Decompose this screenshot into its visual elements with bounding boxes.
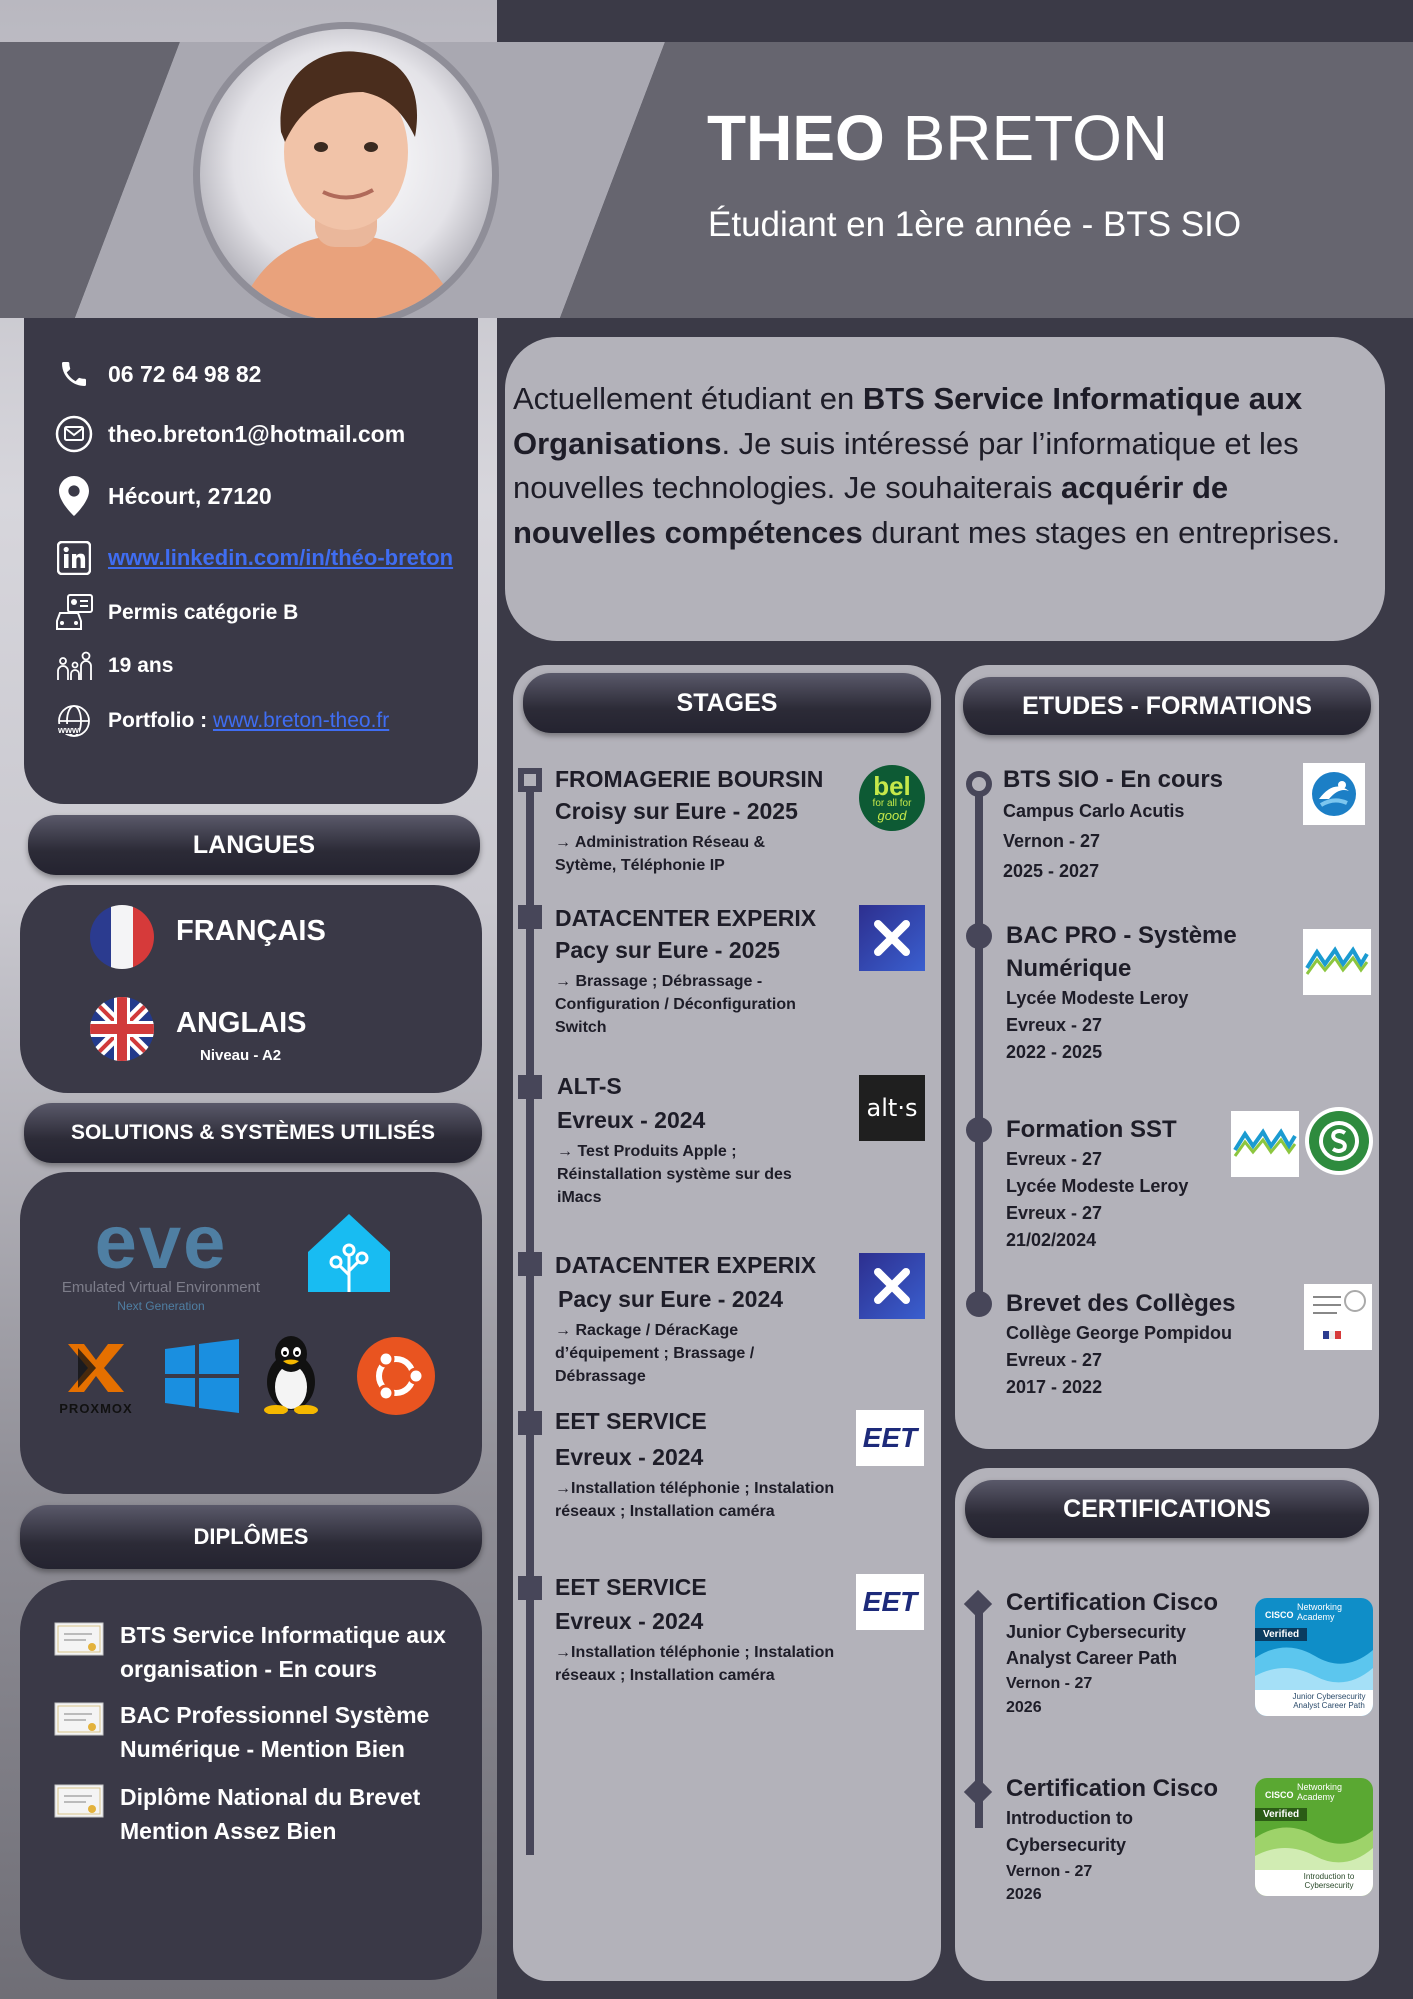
- language-english: ANGLAIS: [176, 1007, 307, 1039]
- summary-bold: BTS Service Informatique aux Organisations: [513, 381, 1303, 461]
- timeline-marker: [518, 1411, 542, 1435]
- eet-logo-text: EET: [862, 1422, 918, 1453]
- timeline-marker-dot: [966, 1117, 992, 1143]
- summary-panel: [505, 337, 1385, 641]
- diploma-text: Diplôme National du Brevet Mention Assez Bien: [120, 1784, 421, 1844]
- linkedin-icon: [54, 538, 94, 578]
- last-name: BRETON: [902, 102, 1169, 174]
- proxmox-text: PROXMOX: [59, 1401, 133, 1416]
- timeline-marker: [518, 768, 542, 792]
- etude-title: Formation SST: [1006, 1116, 1177, 1143]
- stage-place: Evreux - 2024: [555, 1608, 704, 1634]
- contact-license: [54, 593, 298, 633]
- bel-logo-text: bel: [873, 771, 911, 801]
- contact-email: [54, 414, 405, 454]
- stage-place: Pacy sur Eure - 2024: [558, 1286, 784, 1312]
- first-name: THEO: [707, 102, 885, 174]
- contact-panel: [24, 318, 478, 804]
- lycee-modeste-leroy-logo: [1231, 1111, 1299, 1177]
- eve-ng-logo: [42, 1200, 280, 1318]
- stage-desc: → Administration Réseau & Sytème, Téléphonie IP: [555, 834, 766, 874]
- alts-logo-text: alt·s: [866, 1094, 918, 1122]
- etude-line: Evreux - 27: [1006, 1015, 1103, 1035]
- proxmox-logo: [46, 1340, 146, 1416]
- english-level: Niveau - A2: [200, 1047, 282, 1064]
- timeline-marker-ring: [966, 771, 992, 797]
- eet-logo-text: EET: [862, 1586, 918, 1617]
- license-text: Permis catégorie B: [108, 601, 299, 624]
- stages-panel: [513, 665, 941, 1981]
- certification-line: Vernon - 27: [1006, 1675, 1093, 1692]
- stage-desc: → Test Produits Apple ; Réinstallation système sur des iMacs: [557, 1143, 792, 1206]
- certification-line: Cybersecurity: [1006, 1835, 1127, 1855]
- etude-line: Collège George Pompidou: [1006, 1323, 1233, 1343]
- stage-entry: [555, 902, 855, 1039]
- subtitle: Étudiant en 1ère année - BTS SIO: [708, 205, 1242, 244]
- certification-entry: [1006, 1772, 1256, 1905]
- eet-logo: [856, 1410, 924, 1466]
- certification-entry: [1006, 1586, 1256, 1719]
- svg-text:www: www: [58, 725, 80, 735]
- badge-caption: Introduction to Cybersecurity: [1303, 1872, 1355, 1890]
- etude-title: Brevet des Collèges: [1006, 1290, 1236, 1317]
- badge-verified: Verified: [1255, 1628, 1307, 1641]
- bel-logo: [859, 765, 925, 831]
- contact-linkedin: [54, 538, 453, 578]
- alts-logo: [859, 1075, 925, 1141]
- etude-line: Evreux - 27: [1006, 1203, 1103, 1223]
- timeline-marker-diamond: [964, 1778, 992, 1806]
- certification-line: Introduction to: [1006, 1808, 1133, 1828]
- stage-entry: [555, 1405, 855, 1523]
- stage-company: DATACENTER EXPERIX: [555, 905, 817, 931]
- experix-logo: [859, 905, 925, 971]
- etude-line: Lycée Modeste Leroy: [1006, 1176, 1189, 1196]
- certifications-panel: [955, 1468, 1379, 1981]
- name-heading: [707, 98, 1168, 178]
- timeline-marker-diamond: [964, 1590, 992, 1618]
- badge-top-text: Networking Academy: [1297, 1782, 1343, 1802]
- contact-location: [54, 476, 272, 516]
- age-text: 19 ans: [108, 654, 174, 677]
- certifications-header: CERTIFICATIONS: [965, 1480, 1369, 1538]
- solutions-panel: [20, 1172, 482, 1494]
- etude-title: BAC PRO - Système Numérique: [1006, 922, 1237, 982]
- etude-entry: [1006, 919, 1306, 1066]
- stage-desc: → Rackage / DéracKage d’équipement ; Brassage / Débrassage: [555, 1322, 755, 1385]
- solutions-header: SOLUTIONS & SYSTÈMES UTILISÉS: [24, 1103, 482, 1163]
- diplomes-panel: [20, 1580, 482, 1980]
- stage-company: ALT-S: [557, 1073, 622, 1099]
- eve-logo-sub1: Emulated Virtual Environment: [61, 1279, 261, 1296]
- driving-license-icon: [54, 593, 94, 633]
- location-pin-icon: [54, 476, 94, 516]
- stage-place: Evreux - 2024: [557, 1107, 706, 1133]
- cisco-badge-blue: [1255, 1598, 1373, 1716]
- langues-panel: [20, 885, 482, 1093]
- etude-entry: [1006, 1287, 1306, 1401]
- college-pompidou-logo: [1304, 1284, 1372, 1350]
- etude-line: 2022 - 2025: [1006, 1042, 1103, 1062]
- globe-www-icon: [54, 701, 94, 741]
- stages-header: STAGES: [523, 673, 931, 733]
- timeline-marker-dot: [966, 923, 992, 949]
- cisco-badge-green: [1255, 1778, 1373, 1896]
- phone-text: 06 72 64 98 82: [108, 360, 262, 387]
- summary-text: [513, 377, 1375, 555]
- diploma-text: BAC Professionnel Système Numérique - Mention Bien: [120, 1702, 430, 1762]
- certificate-icon: [54, 1784, 104, 1818]
- timeline-marker: [518, 1576, 542, 1600]
- linkedin-link[interactable]: www.linkedin.com/in/théo-breton: [108, 545, 454, 570]
- stage-entry: [555, 1249, 855, 1388]
- certification-title: Certification Cisco: [1006, 1775, 1219, 1802]
- eet-logo: [856, 1574, 924, 1630]
- diplomes-header: DIPLÔMES: [20, 1505, 482, 1569]
- contact-phone: [54, 354, 261, 394]
- linux-tux-logo: [256, 1332, 326, 1419]
- stage-entry: [557, 1070, 857, 1209]
- language-french: FRANÇAIS: [176, 915, 326, 947]
- family-icon: [54, 646, 94, 686]
- stage-company: EET SERVICE: [555, 1408, 707, 1434]
- diploma-item: [54, 1618, 494, 1686]
- badge-cisco-text: CISCO: [1265, 1610, 1294, 1620]
- etude-line: Lycée Modeste Leroy: [1006, 988, 1189, 1008]
- certification-line: 2026: [1006, 1886, 1042, 1903]
- certification-line: 2026: [1006, 1699, 1042, 1716]
- etude-entry: [1003, 763, 1303, 886]
- timeline-marker-dot: [966, 1291, 992, 1317]
- stage-company: DATACENTER EXPERIX: [555, 1252, 817, 1278]
- diploma-item: [54, 1780, 494, 1848]
- timeline-marker: [518, 1075, 542, 1099]
- stage-place: Evreux - 2024: [555, 1444, 704, 1470]
- stage-place: Croisy sur Eure - 2025: [555, 798, 798, 824]
- phone-icon: [54, 354, 94, 394]
- eve-logo-sub2: Next Generation: [117, 1299, 205, 1313]
- summary-part: . Je suis intéressé par l’informatique et les nouvelles technologies. Je souhaiterais: [513, 425, 1299, 505]
- badge-verified: Verified: [1255, 1808, 1307, 1821]
- stage-place: Pacy sur Eure - 2025: [555, 937, 781, 963]
- etude-line: Vernon - 27: [1003, 831, 1101, 851]
- windows-logo: [165, 1339, 239, 1418]
- etudes-panel: [955, 665, 1379, 1449]
- email-text: theo.breton1@hotmail.com: [108, 420, 406, 447]
- timeline-marker: [518, 1252, 542, 1276]
- etude-line: Campus Carlo Acutis: [1003, 801, 1185, 821]
- certificate-icon: [54, 1622, 104, 1656]
- sst-badge-logo: [1305, 1107, 1373, 1175]
- contact-age: [54, 646, 173, 686]
- bel-logo-text: for all for: [872, 798, 912, 809]
- stage-company: FROMAGERIE BOURSIN: [555, 766, 824, 792]
- etudes-timeline: [975, 783, 983, 1303]
- stages-timeline: [526, 775, 534, 1855]
- certification-line: Analyst Career Path: [1006, 1648, 1178, 1668]
- timeline-marker: [518, 905, 542, 929]
- portfolio-label: Portfolio :: [108, 709, 213, 732]
- contact-portfolio: [54, 701, 389, 741]
- home-assistant-logo: [306, 1212, 392, 1301]
- diploma-text: BTS Service Informatique aux organisation - En cours: [120, 1622, 446, 1682]
- eve-logo-text: eve: [94, 1200, 228, 1285]
- etudes-header: ETUDES - FORMATIONS: [963, 677, 1371, 735]
- campus-carlo-acutis-logo: [1303, 763, 1365, 825]
- stage-entry: [555, 763, 855, 877]
- experix-logo: [859, 1253, 925, 1319]
- mail-icon: [54, 414, 94, 454]
- summary-bold: acquérir de nouvelles compétences: [513, 470, 1229, 550]
- profile-photo: [193, 22, 499, 328]
- langues-header: LANGUES: [28, 815, 480, 875]
- portfolio-link[interactable]: www.breton-theo.fr: [212, 709, 390, 732]
- lycee-modeste-leroy-logo: [1303, 929, 1371, 995]
- french-flag-icon: [90, 905, 154, 969]
- etude-line: Evreux - 27: [1006, 1149, 1103, 1169]
- summary-part: Actuellement étudiant en: [513, 381, 863, 416]
- badge-cisco-text: CISCO: [1265, 1790, 1294, 1800]
- stage-desc: →Installation téléphonie ; Instalation réseaux ; Installation caméra: [555, 1480, 835, 1520]
- diploma-item: [54, 1698, 494, 1766]
- certificate-icon: [54, 1702, 104, 1736]
- ubuntu-logo: [356, 1336, 436, 1421]
- stage-desc: →Installation téléphonie ; Instalation réseaux ; Installation caméra: [555, 1644, 835, 1684]
- etude-line: 2017 - 2022: [1006, 1377, 1103, 1397]
- etude-line: 21/02/2024: [1006, 1230, 1097, 1250]
- badge-top-text: Networking Academy: [1297, 1602, 1343, 1622]
- uk-flag-icon: [90, 997, 154, 1061]
- etude-line: Evreux - 27: [1006, 1350, 1103, 1370]
- stage-company: EET SERVICE: [555, 1574, 707, 1600]
- badge-caption: Junior Cybersecurity Analyst Career Path: [1292, 1692, 1366, 1710]
- etude-title: BTS SIO - En cours: [1003, 766, 1224, 793]
- etude-line: 2025 - 2027: [1003, 861, 1100, 881]
- stage-entry: [555, 1571, 855, 1687]
- certification-title: Certification Cisco: [1006, 1589, 1219, 1616]
- stage-desc: → Brassage ; Débrassage - Configuration / Déconfiguration Switch: [555, 973, 796, 1036]
- certification-line: Vernon - 27: [1006, 1863, 1093, 1880]
- certification-line: Junior Cybersecurity: [1006, 1622, 1187, 1642]
- bel-logo-text: good: [877, 808, 907, 823]
- location-text: Hécourt, 27120: [108, 482, 272, 509]
- summary-part: durant mes stages en entreprises.: [862, 514, 1341, 550]
